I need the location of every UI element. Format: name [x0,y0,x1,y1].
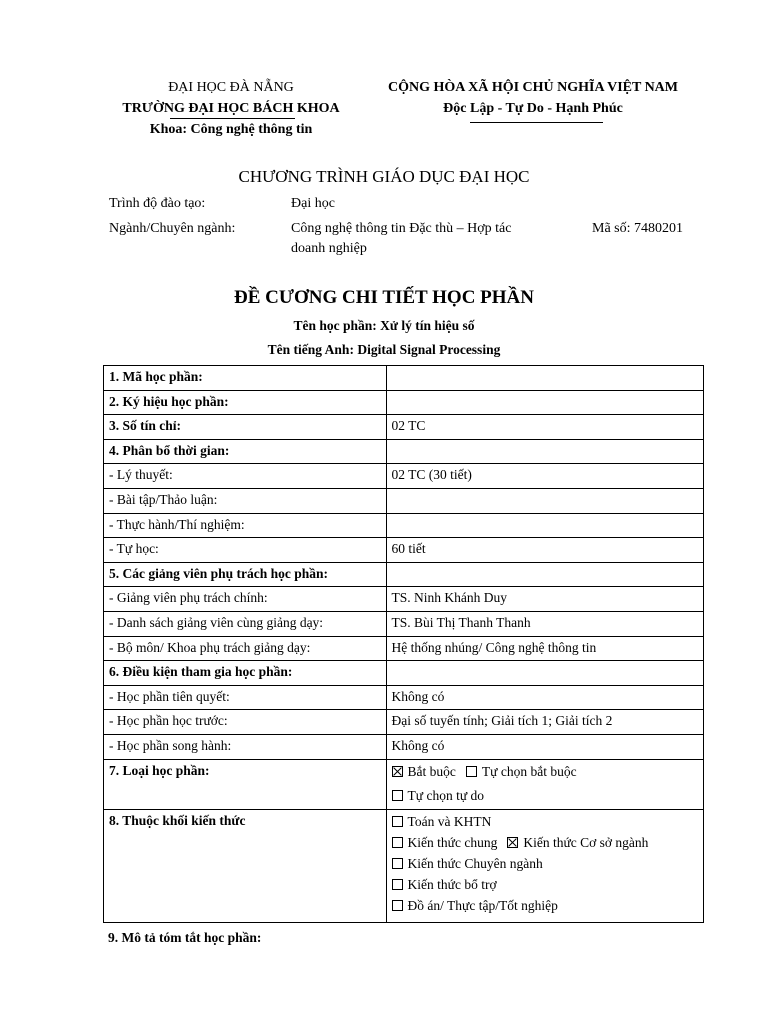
row-label: - Học phần song hành: [104,734,387,759]
row-label: - Giảng viên phụ trách chính: [104,587,387,612]
checkbox-icon [392,858,403,869]
university-name: ĐẠI HỌC ĐÀ NẴNG [168,80,294,95]
checked-box-icon [392,766,403,777]
table-row [104,538,704,563]
option-project-internship[interactable]: Đồ án/ Thực tập/Tốt nghiệp [392,895,698,916]
course-name: Tên học phần: Xử lý tín hiệu số [293,318,475,333]
option-required[interactable]: Bắt buộc [392,761,456,782]
program-title: CHƯƠNG TRÌNH GIÁO DỤC ĐẠI HỌC [238,167,530,186]
row-label: 3. Số tín chỉ: [104,415,387,440]
table-row [104,513,704,538]
row-label: 5. Các giảng viên phụ trách học phần: [104,562,387,587]
level-value: Đại học [291,196,335,211]
row-value: 02 TC [386,415,703,440]
row-value [386,439,703,464]
checkbox-icon [392,879,403,890]
table-row [104,415,704,440]
table-row [104,439,704,464]
school-underline [170,118,295,119]
option-foundation-knowledge[interactable]: Kiến thức Cơ sở ngành [507,832,648,853]
row-label: - Học phần học trước: [104,710,387,735]
row-value: Không có [386,685,703,710]
row-value [386,488,703,513]
table-row [104,685,704,710]
row-value: Hệ thống nhúng/ Công nghệ thông tin [386,636,703,661]
table-row [104,390,704,415]
checkbox-icon [392,900,403,911]
row-value: TS. Bùi Thị Thanh Thanh [386,611,703,636]
row-value [386,661,703,686]
table-row [104,366,704,391]
row-value: Không có [386,734,703,759]
checkbox-icon [392,816,403,827]
row-value [386,513,703,538]
row-value [386,562,703,587]
school-name: TRƯỜNG ĐẠI HỌC BÁCH KHOA [122,101,340,116]
checkbox-icon [466,766,477,777]
nation-name: CỘNG HÒA XÃ HỘI CHỦ NGHĨA VIỆT NAM [387,80,678,95]
row-label: - Thực hành/Thí nghiệm: [104,513,387,538]
program-code: Mã số: 7480201 [592,221,683,236]
row-label: - Học phần tiên quyết: [104,685,387,710]
table-row [104,636,704,661]
knowledge-block-options [386,809,703,922]
motto: Độc Lập - Tự Do - Hạnh Phúc [443,101,623,116]
table-row-knowledge-block [104,809,704,922]
row-value: TS. Ninh Khánh Duy [386,587,703,612]
syllabus-title: ĐỀ CƯƠNG CHI TIẾT HỌC PHẦN [234,287,534,308]
row-value: Đại số tuyến tính; Giải tích 1; Giải tích 2 [386,710,703,735]
row-label: 1. Mã học phần: [104,366,387,391]
header-left [100,77,362,140]
course-english-name: Tên tiếng Anh: Digital Signal Processing [267,342,501,357]
row-label: - Bộ môn/ Khoa phụ trách giảng dạy: [104,636,387,661]
header-right [356,77,710,119]
table-row [104,464,704,489]
table-row [104,488,704,513]
option-general-knowledge[interactable]: Kiến thức chung [392,832,498,853]
row-value [386,366,703,391]
checked-box-icon [507,837,518,848]
table-row [104,611,704,636]
major-value-line1: Công nghệ thông tin Đặc thù – Hợp tác [291,221,512,236]
table-row [104,562,704,587]
faculty-name: Khoa: Công nghệ thông tin [149,122,313,137]
motto-underline [470,122,603,123]
row-label: 4. Phân bổ thời gian: [104,439,387,464]
option-supplementary-knowledge[interactable]: Kiến thức bổ trợ [392,874,698,895]
table-row-course-type [104,759,704,809]
table-row [104,587,704,612]
level-label: Trình độ đào tạo: [109,196,206,211]
row-label: - Bài tập/Thảo luận: [104,488,387,513]
row-label: - Danh sách giảng viên cùng giảng dạy: [104,611,387,636]
row-label: 2. Ký hiệu học phần: [104,390,387,415]
row-label: - Lý thuyết: [104,464,387,489]
option-specialized-knowledge[interactable]: Kiến thức Chuyên ngành [392,853,698,874]
row-value [386,390,703,415]
course-type-label: 7. Loại học phần: [104,759,387,809]
knowledge-block-label: 8. Thuộc khối kiến thức [104,809,387,922]
option-elective-required[interactable]: Tự chọn bắt buộc [466,761,577,782]
table-row [104,710,704,735]
row-label: - Tự học: [104,538,387,563]
checkbox-icon [392,790,403,801]
section-9-heading: 9. Mô tả tóm tắt học phần: [108,930,262,945]
table-row [104,661,704,686]
course-spec-table [103,365,704,923]
row-value: 02 TC (30 tiết) [386,464,703,489]
table-row [104,734,704,759]
row-value: 60 tiết [386,538,703,563]
checkbox-icon [392,837,403,848]
course-type-options [386,759,703,809]
option-math-science[interactable]: Toán và KHTN [392,811,698,832]
option-free-elective[interactable]: Tự chọn tự do [392,785,698,806]
major-value-line2: doanh nghiệp [291,241,367,256]
major-label: Ngành/Chuyên ngành: [109,221,236,236]
row-label: 6. Điều kiện tham gia học phần: [104,661,387,686]
